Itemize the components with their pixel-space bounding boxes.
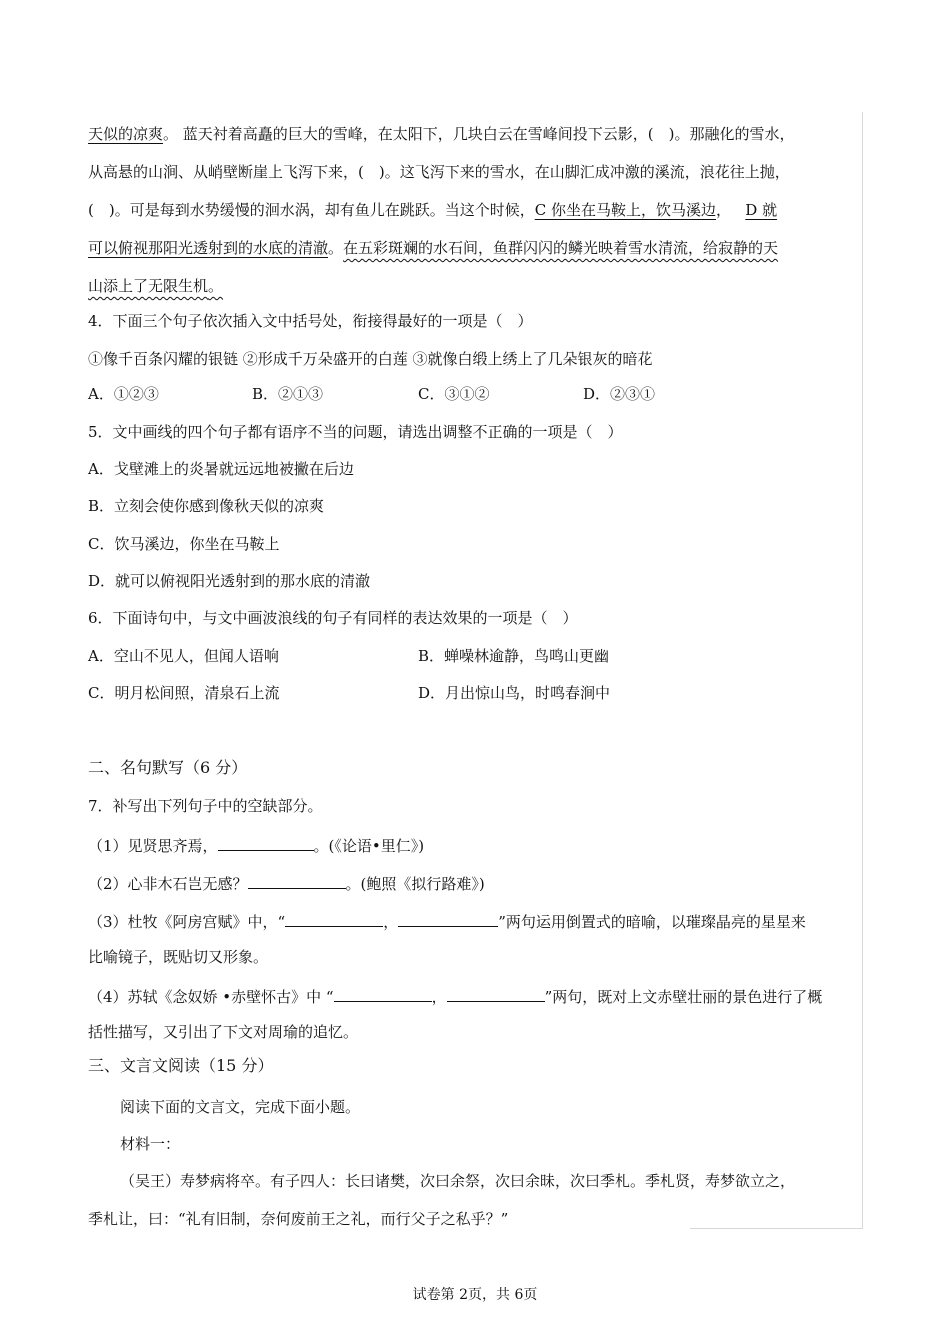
q4-option-a: A．①②③ xyxy=(88,385,159,403)
q5-option-a: A．戈壁滩上的炎暑就远远地被撇在后边 xyxy=(88,460,354,478)
underlined-sentence-b-end: 天似的凉爽 xyxy=(88,125,164,143)
passage-text: 从高悬的山涧、从峭壁断崖上飞泻下来，( )。这飞泻下来的雪水，在山脚汇成冲激的溪流，浪花往上抛， xyxy=(88,163,790,181)
passage-line-1 xyxy=(88,124,795,144)
answer-blank[interactable] xyxy=(285,910,383,927)
section-3-intro: 阅读下面的文言文，完成下面小题。 xyxy=(120,1098,361,1116)
q4-option-c: C．③①② xyxy=(418,385,490,403)
passage-text: ( )。可是每到水势缓慢的洄水涡，却有鱼儿在跳跃。当这个时候， xyxy=(88,201,535,219)
underlined-sentence-d-start: D 就 xyxy=(745,201,778,219)
q4-items: ①像千百条闪耀的银链 ②形成千万朵盛开的白莲 ③就像白缎上绣上了几朵银灰的暗花 xyxy=(88,350,653,368)
passage-text: ， xyxy=(715,201,731,219)
q7-sub-3-text: （3）杜牧《阿房宫赋》中，“ xyxy=(88,913,286,931)
passage-line-3 xyxy=(88,200,777,220)
answer-blank[interactable] xyxy=(218,834,314,851)
q7-stem: 7．补写出下列句子中的空缺部分。 xyxy=(88,797,323,815)
page-footer: 试卷第 2页，共 6页 xyxy=(412,1287,538,1303)
q4-option-b: B．②①③ xyxy=(252,385,324,403)
q5-option-b: B．立刻会使你感到像秋天似的凉爽 xyxy=(88,497,325,515)
wavy-sentence: 在五彩斑斓的水石间，鱼群闪闪的鳞光映着雪水清流，给寂静的天 xyxy=(343,239,779,257)
q7-sub-2-source: 。(鲍照《拟行路难》) xyxy=(345,875,485,893)
q4-option-d: D．②③① xyxy=(583,385,656,403)
underlined-sentence-d: 可以俯视那阳光透射到的水底的清澈 xyxy=(88,239,329,257)
q7-sub-1-text: （1）见贤思齐焉， xyxy=(88,837,218,855)
q5-option-c: C．饮马溪边，你坐在马鞍上 xyxy=(88,535,280,553)
q7-sub-4 xyxy=(88,985,822,1007)
q7-sub-4-cont: 括性描写，又引出了下文对周瑜的追忆。 xyxy=(88,1023,359,1041)
q4-stem: 4．下面三个句子依次插入文中括号处，衔接得最好的一项是（ ） xyxy=(88,312,533,330)
comma: ， xyxy=(431,988,447,1006)
passage-text: 。 xyxy=(208,277,224,295)
q7-sub-3-text: ”两句运用倒置式的暗喻，以璀璨晶亮的星星来 xyxy=(498,913,806,931)
passage-line-4 xyxy=(88,238,778,258)
q6-option-c: C．明月松间照，清泉石上流 xyxy=(88,684,280,702)
passage-text: 。 蓝天衬着高矗的巨大的雪峰，在太阳下，几块白云在雪峰间投下云影，( )。那融化的雪水， xyxy=(163,125,795,143)
section-3-title: 三、文言文阅读（15 分） xyxy=(88,1056,274,1075)
passage-text: 。 xyxy=(328,239,344,257)
q6-option-a: A．空山不见人，但闻人语响 xyxy=(88,647,279,665)
q7-sub-4-text: （4）苏轼《念奴娇 •赤壁怀古》中 “ xyxy=(88,988,334,1006)
wavy-sentence-end: 山添上了无限生机 xyxy=(88,277,209,295)
q7-sub-2-text: （2）心非木石岂无感？ xyxy=(88,875,248,893)
classical-text-line-2: 季札让，曰：“礼有旧制，奈何废前王之礼，而行父子之私乎？” xyxy=(88,1210,509,1228)
q7-sub-2 xyxy=(88,872,485,894)
material-label: 材料一： xyxy=(120,1135,181,1153)
q6-option-d: D．月出惊山鸟，时鸣春涧中 xyxy=(418,684,611,702)
page-border-bottom xyxy=(690,1228,863,1229)
section-2-title: 二、名句默写（6 分） xyxy=(88,758,248,777)
q6-option-b: B．蝉噪林逾静，鸟鸣山更幽 xyxy=(418,647,610,665)
answer-blank[interactable] xyxy=(398,910,498,927)
answer-blank[interactable] xyxy=(447,985,545,1002)
q6-stem: 6．下面诗句中，与文中画波浪线的句子有同样的表达效果的一项是（ ） xyxy=(88,609,578,627)
q7-sub-3-cont: 比喻镜子，既贴切又形象。 xyxy=(88,948,269,966)
q5-option-d: D．就可以俯视阳光透射到的那水底的清澈 xyxy=(88,572,371,590)
classical-text-line-1: （吴王）寿梦病将卒。有子四人：长曰诸樊，次曰余祭，次曰余昧，次曰季札。季札贤，寿梦欲立之， xyxy=(120,1172,796,1190)
q7-sub-3 xyxy=(88,910,806,932)
q5-stem: 5．文中画线的四个句子都有语序不当的问题，请选出调整不正确的一项是（ ） xyxy=(88,423,623,441)
answer-blank[interactable] xyxy=(248,872,346,889)
answer-blank[interactable] xyxy=(334,985,432,1002)
page-border-right xyxy=(862,112,863,1228)
q7-sub-1-source: 。(《论语•里仁》) xyxy=(313,837,425,855)
q7-sub-1 xyxy=(88,834,424,856)
passage-line-5 xyxy=(88,276,223,296)
q7-sub-4-text: ”两句，既对上文赤壁壮丽的景色进行了概 xyxy=(544,988,823,1006)
passage-line-2 xyxy=(88,162,790,182)
comma: ， xyxy=(383,913,399,931)
underlined-sentence-c: C 你坐在马鞍上，饮马溪边 xyxy=(534,201,716,219)
